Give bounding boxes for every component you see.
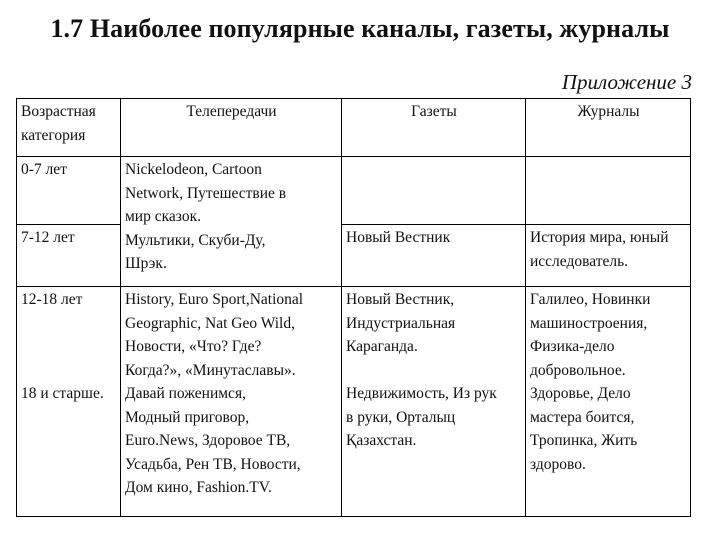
magazines-blank-cell (526, 157, 691, 225)
header-age: Возрастная категория (17, 99, 121, 157)
page-title: 1.7 Наиболее популярные каналы, газеты, журналы (50, 14, 670, 43)
tv-cell-older: History, Euro Sport,National Geographic, Nat Geo Wild, Новости, «Что? Где? Когда?», «Минутаславы». Давай поженимся, Модный приговор, Euro.News, Здоровое ТВ, Усадьба, Рен ТВ, Новости, Дом кино, Fashion.TV. (121, 287, 342, 517)
magazines-cell-young: История мира, юный исследователь. (526, 225, 691, 287)
newspapers-blank-cell (342, 157, 526, 225)
table-row (17, 225, 691, 287)
magazines-cell-older: Галилео, Новинки машиностроения, Физика-дело добровольное. Здоровье, Дело мастера боится, Тропинка, Жить здорово. (526, 287, 691, 517)
table-header-row (17, 99, 691, 157)
age-12-18-and-adult (17, 287, 121, 517)
media-table (16, 98, 691, 517)
age-0-7: 0-7 лет (17, 157, 121, 225)
tv-cell-young: Nickelodeon, Cartoon Network, Путешествие в мир сказок. Мультики, Скуби-Ду, Шрэк. (121, 157, 342, 287)
newspapers-cell-older: Новый Вестник, Индустриальная Караганда. Недвижимость, Из рук в руки, Орталыц Қазахстан. (342, 287, 526, 517)
table-row (17, 157, 691, 225)
newspapers-cell-young: Новый Вестник (342, 225, 526, 287)
table-row (17, 287, 691, 517)
header-magazines: Журналы (526, 99, 691, 157)
appendix-label: Приложение 3 (561, 70, 692, 94)
age-12-18: 12-18 лет (21, 291, 83, 308)
age-7-12: 7-12 лет (17, 225, 121, 287)
header-tv: Телепередачи (121, 99, 342, 157)
header-newspapers: Газеты (342, 99, 526, 157)
age-18-plus: 18 и старше. (21, 385, 104, 402)
